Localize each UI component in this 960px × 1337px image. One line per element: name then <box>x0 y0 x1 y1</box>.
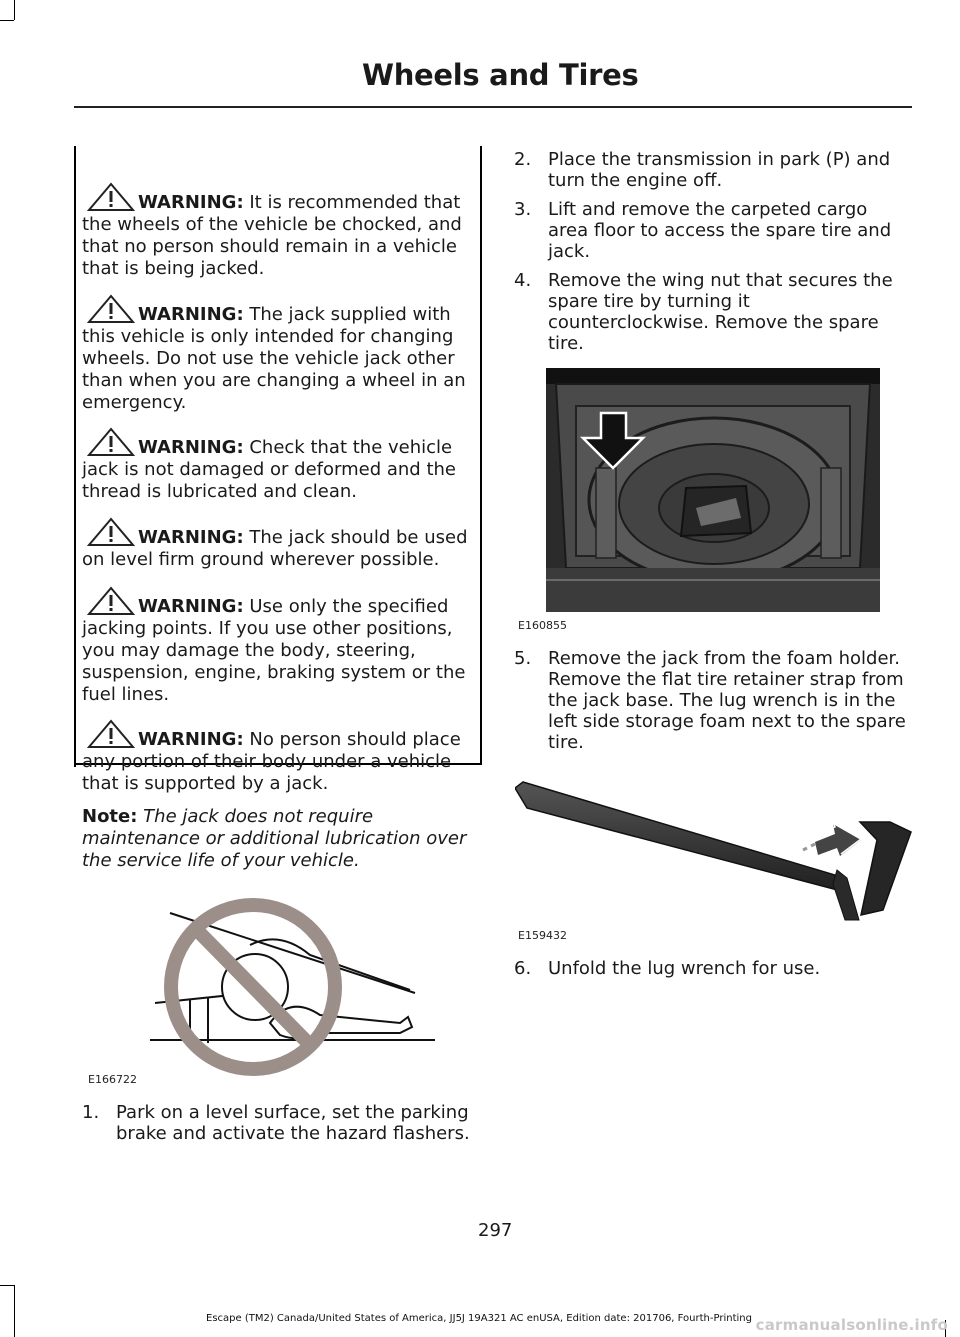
step-number: 4. <box>514 270 532 291</box>
step-line: jack. <box>548 241 591 262</box>
warning-2 <box>82 294 477 414</box>
crop-mark-top-left-h <box>0 20 14 21</box>
illustration-no-body-under-vehicle <box>150 895 435 1080</box>
warning-triangle-icon <box>86 182 136 212</box>
step-text <box>548 270 918 354</box>
warning-text: No person should place any portion of their body under a vehicle that is supported by a jack. <box>82 729 461 794</box>
step-text <box>548 958 918 979</box>
warnings-box-left-bar <box>74 146 76 767</box>
warning-triangle-icon <box>86 517 136 547</box>
warning-keyword: WARNING: <box>138 596 244 617</box>
step-line: Remove the flat tire retainer strap from <box>548 669 904 690</box>
warning-keyword: WARNING: <box>138 527 244 548</box>
step-line: Lift and remove the carpeted cargo <box>548 199 868 220</box>
warning-3 <box>82 427 477 503</box>
page-number: 297 <box>478 1220 513 1241</box>
warning-keyword: WARNING: <box>138 437 244 458</box>
figure-code-3: E159432 <box>518 929 567 942</box>
warning-keyword: WARNING: <box>138 192 244 213</box>
step-line: area floor to access the spare tire and <box>548 220 892 241</box>
warning-keyword: WARNING: <box>138 729 244 750</box>
watermark: carmanualsonline.info <box>755 1316 948 1334</box>
crop-mark-top-left <box>14 0 15 20</box>
step-number: 1. <box>82 1102 100 1123</box>
step-line: Unfold the lug wrench for use. <box>548 958 821 979</box>
warning-triangle-icon <box>86 294 136 324</box>
section-title: Wheels and Tires <box>362 58 639 92</box>
step-line: tire. <box>548 732 584 753</box>
step-text <box>116 1102 516 1144</box>
figure-code-1: E166722 <box>88 1073 137 1086</box>
warning-triangle-icon <box>86 719 136 749</box>
step-text <box>548 149 918 191</box>
step-number: 6. <box>514 958 532 979</box>
header-rule <box>74 106 912 108</box>
warning-1 <box>82 182 477 280</box>
step-line: tire. <box>548 333 584 354</box>
step-number: 3. <box>514 199 532 220</box>
step-text <box>548 648 928 753</box>
warning-triangle-icon <box>86 427 136 457</box>
warning-text: The jack supplied with this vehicle is only intended for changing wheels. Do not use the vehicle jack other than when you are changing a wheel in an emergency. <box>82 304 466 413</box>
step-line: left side storage foam next to the spare <box>548 711 906 732</box>
step-line: spare tire by turning it <box>548 291 750 312</box>
step-line: Remove the wing nut that secures the <box>548 270 893 291</box>
step-line: counterclockwise. Remove the spare <box>548 312 879 333</box>
warning-5 <box>82 586 477 706</box>
illustration-trunk-spare-tire <box>546 368 880 612</box>
step-line: Remove the jack from the foam holder. <box>548 648 901 669</box>
step-number: 5. <box>514 648 532 669</box>
note-text: The jack does not require maintenance or additional lubrication over the service life of your vehicle. <box>82 806 467 871</box>
step-line: turn the engine off. <box>548 170 723 191</box>
step-line: brake and activate the hazard flashers. <box>116 1123 470 1144</box>
illustration-lug-wrench <box>515 760 912 922</box>
step-text <box>548 199 918 262</box>
step-line: the jack base. The lug wrench is in the <box>548 690 896 711</box>
warning-text: Check that the vehicle jack is not damaged or deformed and the thread is lubricated and clean. <box>82 437 456 502</box>
footer-text: Escape (TM2) Canada/United States of America, JJ5J 19A321 AC enUSA, Edition date: 201706, Fourth-Printing <box>206 1313 752 1324</box>
warning-text: The jack should be used on level firm ground wherever possible. <box>82 527 468 570</box>
crop-mark-bottom-left-h <box>0 1285 14 1286</box>
warning-keyword: WARNING: <box>138 304 244 325</box>
step-number: 2. <box>514 149 532 170</box>
warning-triangle-icon <box>86 586 136 616</box>
warning-6 <box>82 719 477 795</box>
note-keyword: Note: <box>82 806 138 827</box>
step-line: Place the transmission in park (P) and <box>548 149 891 170</box>
warning-4 <box>82 517 477 571</box>
step-line: Park on a level surface, set the parking <box>116 1102 469 1123</box>
warning-text: Use only the specified jacking points. If you use other positions, you may damage the body, steering, suspension, engine, braking system or the fuel lines. <box>82 596 466 705</box>
figure-code-2: E160855 <box>518 619 567 632</box>
crop-mark-bottom-left <box>14 1285 15 1337</box>
warning-text: It is recommended that the wheels of the vehicle be chocked, and that no person should remain in a vehicle that is being jacked. <box>82 192 462 279</box>
note <box>82 806 482 872</box>
